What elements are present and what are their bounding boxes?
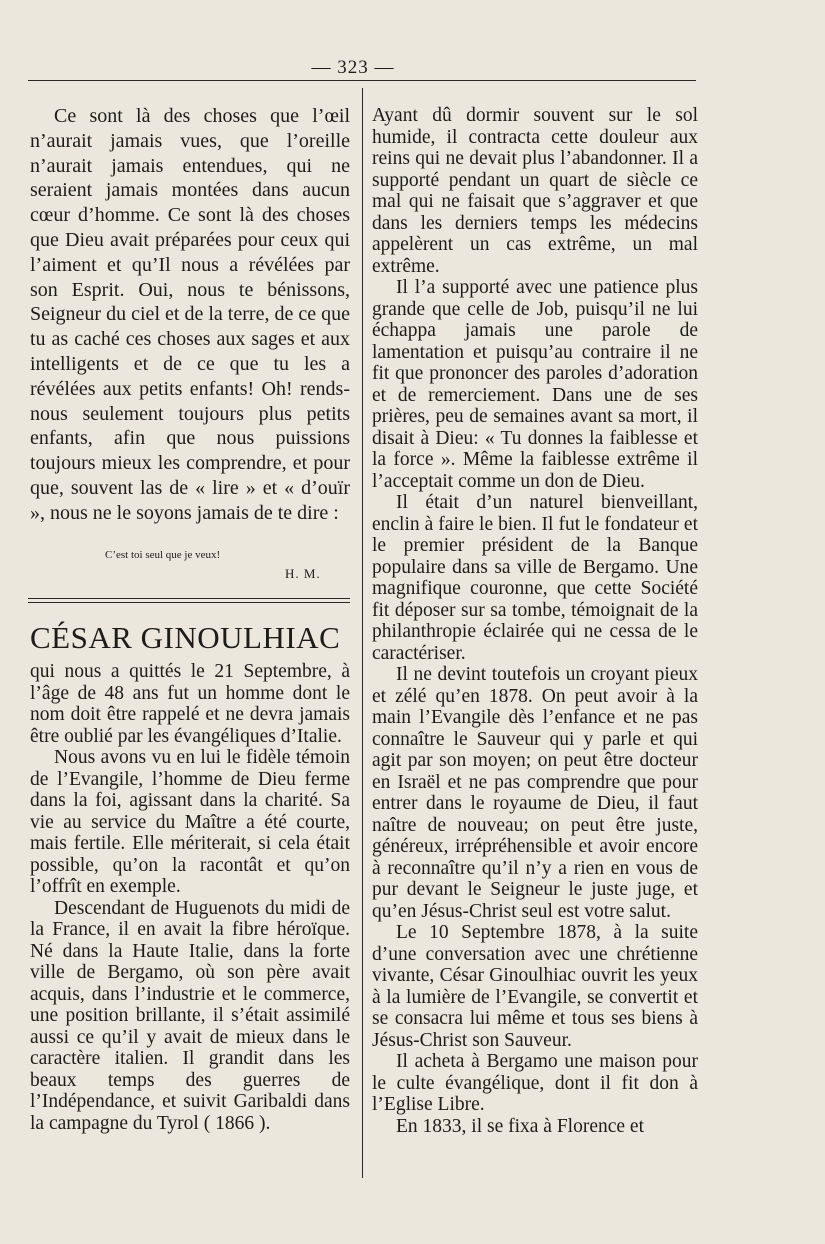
article-paragraph: Descendant de Huguenots du midi de la France, il en avait la fibre héroïque. Né dans la Haute Italie, dans la forte ville de Bergamo, où son père avait acquis, dans l’industrie et le commerce, une position brillante, il s’était assimilé aussi ce qu’il y avait de mieux dans le caractère italien. Il grandit dans les beaux temps des guerres de l’Indépendance, et suivit Garibaldi dans la campagne du Tyrol ( 1866 ). <box>30 897 350 1134</box>
article-paragraph: Il acheta à Bergamo une maison pour le culte évangélique, dont il fit don à l’Eglise Libre. <box>372 1051 698 1115</box>
closing-quote: C’est toi seul que je veux! <box>105 549 221 561</box>
article-paragraph: Ayant dû dormir souvent sur le sol humide, il contracta cette douleur aux reins qui ne devait plus l’abandonner. Il a supporté pendant un quart de siècle ce mal qui ne faisait que s’aggraver et que dans les derniers temps les médecins appelèrent un cas extrême, un mal extrême. <box>372 105 698 277</box>
author-signature: H. M. <box>285 566 321 581</box>
column-divider <box>362 88 363 1178</box>
page-number: — 323 — <box>311 57 395 78</box>
article-paragraph: Le 10 Septembre 1878, à la suite d’une conversation avec une chrétienne vivante, César Ginoulhiac ouvrit les yeux à la lumière de l’Evangile, se convertit et se consacra lui même et tous ses biens à Jésus-Christ son Sauveur. <box>372 922 698 1051</box>
article-column-left <box>30 661 350 1134</box>
article-paragraph: Il l’a supporté avec une patience plus grande que celle de Job, puisqu’il ne lui échappa jamais une parole de lamentation et puisqu’au contraire il ne fit que prononcer des paroles d’adoration et de remerciement. Dans une de ses prières, peu de semaines avant sa mort, il disait à Dieu: « Tu donnes la faiblesse et la force ». Même la faiblesse extrême il l’acceptait comme un don de Dieu. <box>372 277 698 492</box>
closing-meditation <box>30 104 350 526</box>
section-separator-bottom <box>28 602 350 603</box>
article-paragraph: Il ne devint toutefois un croyant pieux et zélé qu’en 1878. On peut avoir à la main l’Evangile dès l’enfance et ne pas connaître le Sauveur qui y parle et qui agit par son moyen; on peut être docteur en Israël et ne pas comprendre que pour entrer dans le royaume de Dieu, il faut naître de nouveau; on peut être juste, généreux, irrépréhensible et avoir encore à reconnaître qu’il n’y a rien en vous de pur devant le Seigneur le juste juge, et qu’en Jésus-Christ seul est votre salut. <box>372 664 698 922</box>
section-separator-top <box>28 598 350 599</box>
article-title: CÉSAR GINOULHIAC <box>30 620 341 655</box>
article-paragraph: En 1833, il se fixa à Florence et <box>396 1115 645 1137</box>
article-column-right <box>372 105 698 1137</box>
article-paragraph: Nous avons vu en lui le fidèle témoin de l’Evangile, l’homme de Dieu ferme dans la foi, agissant dans la charité. Sa vie au service du Maître a été courte, mais fertile. Elle mériterait, si cela était possible, qu’on la racontât et qu’on l’offrît en exemple. <box>30 747 350 897</box>
article-paragraph: Il était d’un naturel bienveillant, enclin à faire le bien. Il fut le fondateur et le premier président de la Banque populaire dans sa ville de Bergamo. Une magnifique couronne, que cette Société fit déposer sur sa tombe, témoignait de la philanthropie éclairée qui ne cessa de le caractériser. <box>372 492 698 664</box>
meditation-paragraph: Ce sont là des choses que l’œil n’aurait jamais vues, que l’oreille n’aurait jamais entendues, qui ne seraient jamais montées dans aucun cœur d’homme. Ce sont là des choses que Dieu avait préparées pour ceux qui l’aiment et qu’Il nous a révélées par son Esprit. Oui, nous te bénissons, Seigneur du ciel et de la terre, de ce que tu as caché ces choses aux sages et aux intelligents et de ce que tu les a révélées aux petits enfants! Oh! rends-nous seulement toujours plus petits enfants, afin que nous puissions toujours mieux les comprendre, et pour que, souvent las de « lire » et « d’ouïr », nous ne le soyons jamais de te dire : <box>30 105 350 524</box>
article-paragraph: qui nous a quittés le 21 Septembre, à l’âge de 48 ans fut un homme dont le nom doit être rappelé et ne devra jamais être oublié par les évangéliques d’Italie. <box>30 661 350 747</box>
header-rule <box>28 80 696 81</box>
